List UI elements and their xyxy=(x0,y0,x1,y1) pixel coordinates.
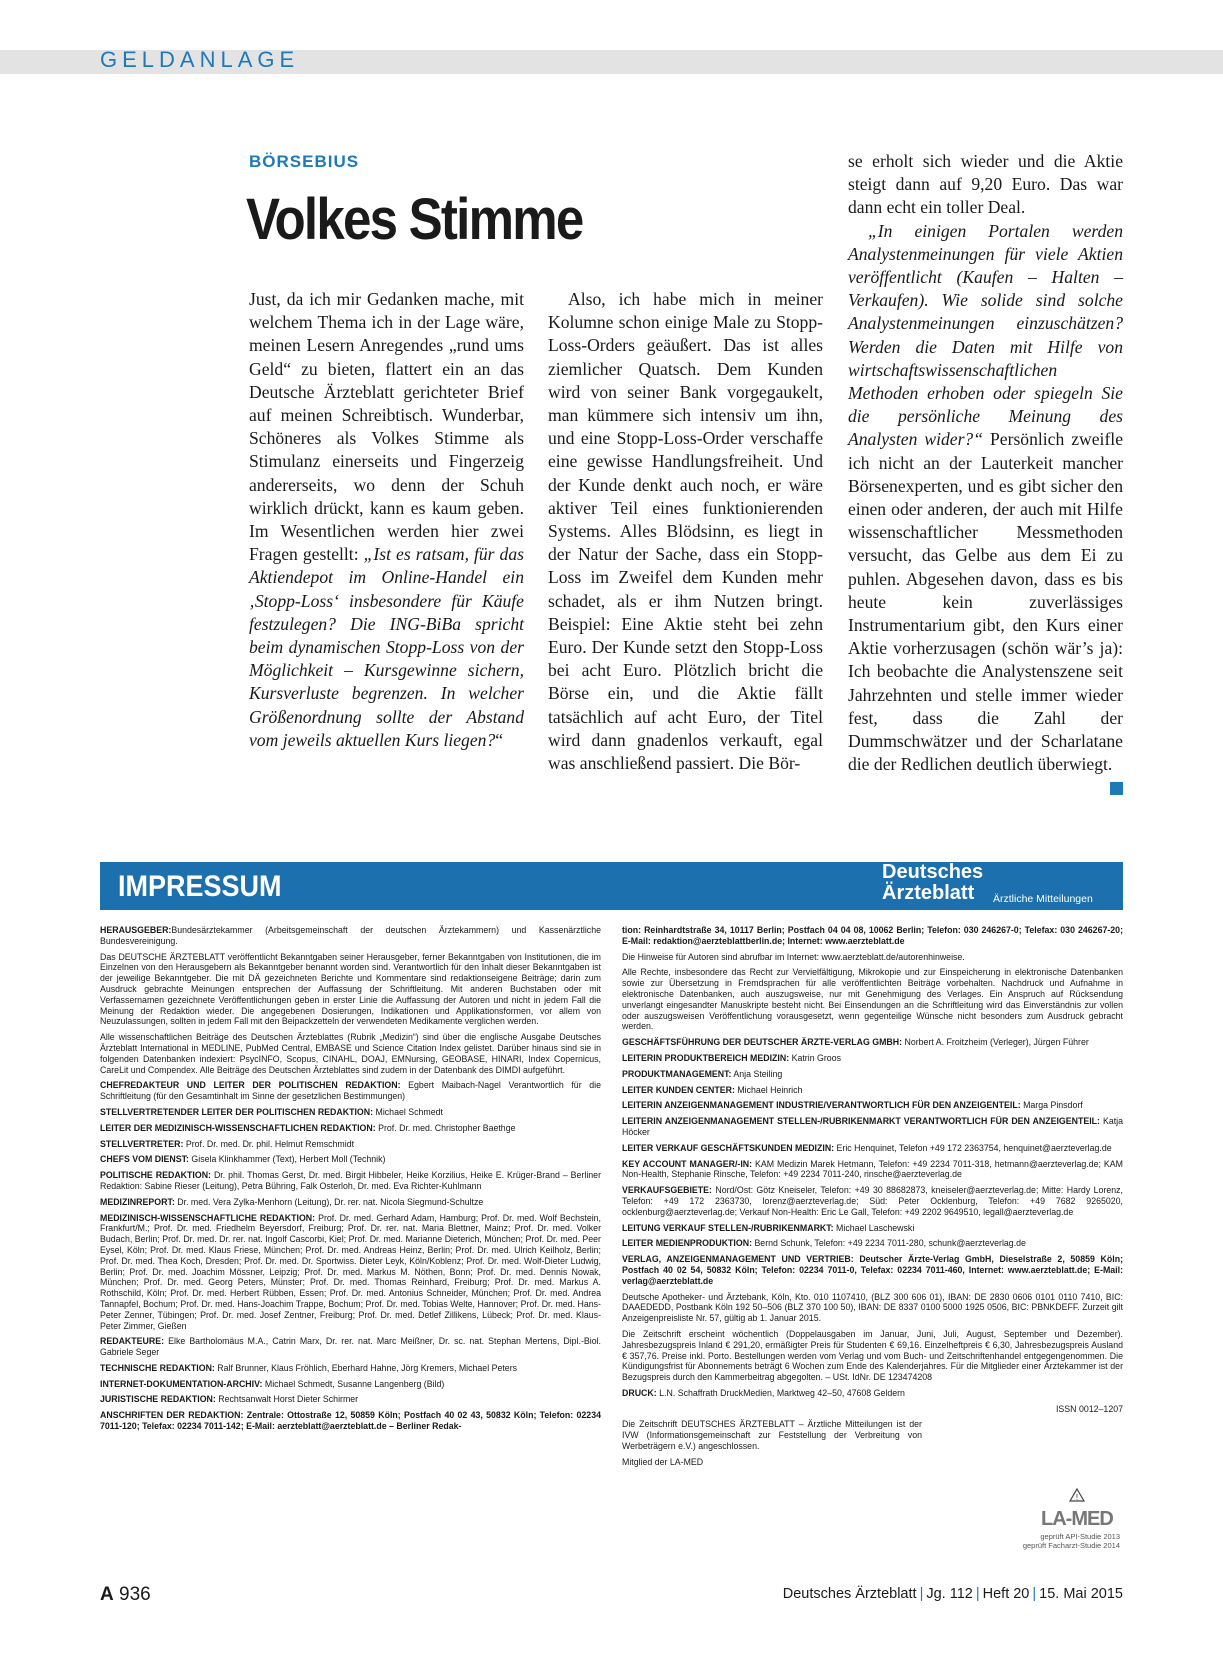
impressum-entry-text: Michael Heinrich xyxy=(734,1084,803,1095)
la-med-logo-text: LA-MED xyxy=(1041,1508,1113,1530)
impressum-entry xyxy=(100,1080,601,1102)
impressum-entry xyxy=(622,1100,1123,1111)
impressum-entry-label: MEDIZINREPORT: xyxy=(100,1196,175,1207)
impressum-entry-label: VERKAUFSGEBIETE: xyxy=(622,1185,712,1196)
impressum-entry xyxy=(100,1379,601,1390)
impressum-entry xyxy=(622,1238,1123,1249)
col3-quote: „In einigen Portalen werden Analystenmeinungen für viele Aktien veröffentlicht (Kaufen – Halten – Verkaufen). Wie solide sind solche Analystenmeinungen einzuschätzen? Werden die Daten mit Hilfe von wirtschaftswissenschaftlichen Methoden erhoben oder spiegeln Sie die persönliche Meinung des Analysten wider?“ xyxy=(848,220,1123,450)
impressum-entry-text: Eric Henquinet, Telefon +49 172 2363754, henquinet@aerzteverlag.de xyxy=(834,1142,1112,1153)
la-med-sub-2: geprüft Facharzt-Studie 2014 xyxy=(1022,1541,1120,1550)
impressum-entry-text: Dr. med. Vera Zylka-Menhorn (Leitung), Dr. rer. nat. Nicola Siegmund-Schultze xyxy=(174,1196,484,1207)
impressum-entry-label: STELLVERTRETER: xyxy=(100,1138,184,1149)
impressum-entry xyxy=(622,1037,1123,1048)
col3-text-2: Persönlich zweifle ich nicht an der Lauterkeit mancher Börsenexperten, und es gibt sicher den einen oder anderen, der auch mit Hilfe wissenschaftlicher Messmethoden versucht, das Gelbe aus dem Ei zu puhlen. Abgesehen davon, dass es bis heute kein zuverlässiges Instrumentarium gibt, den Kurs einer Aktie vorherzusagen (schön wär’s ja): Ich beobachte die Analystenszene seit Jahrzehnten und stelle immer wieder fest, dass die Zahl der Dummschwätzer und der Scharlatane die der Redlichen deutlich überwiegt. xyxy=(848,429,1124,775)
impressum-entry-text: Das DEUTSCHE ÄRZTEBLATT veröffentlicht Bekanntgaben seiner Herausgeber, ferner Bekanntgaben von Institutionen, die im Einzelnen von den Herausgebern als Bekanntgeber benannt worden sind. Verantwortlich für den Inhalt dieser Bekanntgaben ist der jeweilige Bekanntgeber. Die mit DÄ gezeichneten Berichte und Kommentare sind redaktionseigene Beiträge; darin zum Ausdruck gebrachte Meinungen entsprechen der Auffassung der Schriftleitung. Mit anderen Buchstaben oder mit Verfassernamen gezeichnete Veröffentlichungen geben in erster Linie die Auffassung der Autoren und nicht in jedem Fall die Meinung der Redaktion wieder. Die angegebenen Dosierungen, Indikationen und Applikationsformen, vor allem von Neuzulassungen, sollten in jedem Fall mit den Beipackzetteln der verwendeten Medikamente verglichen werden. xyxy=(100,951,601,1027)
impressum-entry-text: Deutsche Apotheker- und Ärztebank, Köln, Kto. 010 1107410, (BLZ 300 606 01), IBAN: DE 2830 0606 0101 0110 7410, BIC: DAAEDEDD, Postbank Köln 192 50–506 (BLZ 370 100 50), IBAN: DE 8337 0100 5000 1925 0506, BIC: PBNKDEFF. Zurzeit gilt Anzeigenpreisliste Nr. 57, gültig ab 1. Januar 2015. xyxy=(622,1291,1123,1324)
impressum-entry-text: Ralf Brunner, Klaus Fröhlich, Eberhard Hahne, Jörg Kremers, Michael Peters xyxy=(214,1362,518,1373)
impressum-entry xyxy=(100,1363,601,1374)
article-column-1 xyxy=(249,288,524,752)
impressum-entry-text: Die Hinweise für Autoren sind abrufbar im Internet: www.aerzteblatt.de/autorenhinweise. xyxy=(622,951,965,962)
impressum-entry xyxy=(100,1107,601,1118)
footer-citation: Deutsches Ärzteblatt | Jg. 112 | Heft 20 | 15. Mai 2015 xyxy=(782,1586,1123,1602)
col1-quote: „Ist es ratsam, für das Aktiendepot im Online-Handel ein ‚Stopp-Loss‘ insbesondere für Käufe festzulegen? Die ING-BiBa spricht beim dynamischen Stopp-Loss von der Möglichkeit – Kursgewinne sichern, Kursverluste begrenzen. In welcher Größenordnung sollte der Abstand vom jeweils aktuellen Kurs liegen? xyxy=(249,544,524,750)
impressum-entry-label: TECHNISCHE REDAKTION: xyxy=(100,1362,215,1373)
footer-date: 15. Mai 2015 xyxy=(1039,1586,1123,1602)
impressum-entry-label: JURISTISCHE REDAKTION: xyxy=(100,1394,216,1405)
impressum-entry xyxy=(622,925,1123,947)
impressum-entry-text: Egbert Maibach-Nagel Verantwortlich für die Schriftleitung (für den Gesamtinhalt im Sinne der gesetzlichen Bestimmungen) xyxy=(100,1080,601,1102)
impressum-entry-label: POLITISCHE REDAKTION: xyxy=(100,1170,211,1181)
footer-volume: Jg. 112 xyxy=(926,1586,973,1602)
impressum-entry xyxy=(622,1116,1123,1138)
end-square-icon xyxy=(1110,782,1123,795)
impressum-entry-label: KEY ACCOUNT MANAGER/-IN: xyxy=(622,1158,753,1169)
article-title: Volkes Stimme xyxy=(246,187,583,252)
impressum-entry-text: Katja Höcker xyxy=(622,1116,1123,1137)
impressum-entry xyxy=(100,1123,601,1134)
impressum-entry-text: Prof. Dr. med. Christopher Baethge xyxy=(375,1122,516,1133)
impressum-entry-text: Die Zeitschrift erscheint wöchentlich (Doppelausgaben im Januar, Juni, Juli, August, September und Dezember). Jahresbezugspreis Inland € 291,20, ermäßigter Preis für Studenten € 69,16. Einzelheftpreis € 6,30, Jahresbezugspreis Ausland € 357,76. Preise inkl. Porto. Bestellungen werden vom Verlag und vom Buch- und Zeitschriftenhandel entgegengenommen. Die Kündigungsfrist für Abonnements beträgt 6 Wochen zum Ende des Kalenderjahres. Für die Mitglieder einer Ärztekammer ist der Bezugspreis durch den Kammerbeitrag abgegolten. – USt. IdNr. DE 123474208 xyxy=(622,1328,1123,1383)
impressum-entry-text: Bundesärztekammer (Arbeitsgemeinschaft der deutschen Ärztekammern) und Kassenärztliche Bundesvereinigung. xyxy=(100,925,601,946)
impressum-entry-label: ANSCHRIFTEN DER REDAKTION: Zentrale: Ottostraße 12, 50859 Köln; Postfach 40 02 43, 50832 Köln; Telefon: 02234 7011-120; Telefax: 02234 7011-142; E-Mail: aerzteblatt@aerzteblatt.de – Berliner Redak- xyxy=(100,1410,601,1432)
impressum-entry xyxy=(100,1154,601,1165)
journal-logo-line-1: Deutsches xyxy=(882,861,984,883)
impressum-entry-text: Alle wissenschaftlichen Beiträge des Deutschen Ärzteblattes (Rubrik „Medizin“) sind über die englische Ausgabe Deutsches Ärzteblatt International in MEDLINE, PubMed Central, EMBASE und Science Citation Index gelistet. Darüber hinaus sind sie in folgenden Datenbanken indexiert: PsycINFO, Scopus, CINAHL, DOAJ, EMNursing, GEOBASE, HINARI, Index Copernicus, CareLit und Compendex. Alle Beiträge des Deutschen Ärzteblattes sind zudem in der Datenbank des DIMDI aufgeführt. xyxy=(100,1032,601,1075)
impressum-entry-text: KAM Medizin Marek Hetmann, Telefon: +49 2234 7011-318, hetmann@aerzteverlag.de; KAM Non-Health, Stephanie Rinsche, Telefon: +49 2234 7011-240, rinsche@aerzteverlag.de xyxy=(622,1158,1123,1180)
impressum-entry-label: LEITER DER MEDIZINISCH-WISSENSCHAFTLICHEN REDAKTION: xyxy=(100,1122,376,1133)
impressum-entry xyxy=(100,1410,601,1432)
footer-journal: Deutsches Ärzteblatt xyxy=(782,1586,917,1602)
page-number xyxy=(100,1584,151,1606)
impressum-entry-text: Nord/Ost: Götz Kneiseler, Telefon: +49 30 88682873, kneiseler@aerzteverlag.de; Mitte: Hardy Lorenz, Telefon: +49 172 2363730, lorenz@aerzteverlag.de; Süd: Peter Ocklenburg, Telefon: +49 7682 9265020, ocklenburg@aerzteverlag.de; Verkauf Non-Health: Eric Le Gall, Telefon: +49 2202 9649510, legall@aerzteverlag.de xyxy=(622,1185,1123,1217)
impressum-entry-label: tion: Reinhardtstraße 34, 10117 Berlin; Postfach 04 04 08, 10062 Berlin; Telefon: 030 246267-0; Telefax: 030 246267-20; E-Mail: redaktion@aerzteblattberlin.de; Internet: www.aerzteblatt.de xyxy=(622,925,1123,946)
impressum-entry xyxy=(100,925,601,947)
impressum-entry-label: MEDIZINISCH-WISSENSCHAFTLICHE REDAKTION: xyxy=(100,1212,316,1223)
impressum-entry-text: Michael Laschewski xyxy=(833,1222,915,1233)
impressum-entry xyxy=(622,1185,1123,1217)
lamed-member: Mitglied der LA-MED xyxy=(622,1456,704,1467)
impressum-entry-label: GESCHÄFTSFÜHRUNG DER DEUTSCHER ÄRZTE-VERLAG GMBH: xyxy=(622,1037,903,1048)
impressum-entry-label: CHEFS VOM DIENST: xyxy=(100,1154,189,1165)
impressum-entry-label: LEITERIN ANZEIGENMANAGEMENT STELLEN-/RUBRIKENMARKT VERANTWORTLICH FÜR DEN ANZEIGENTEIL: xyxy=(622,1116,1100,1127)
la-med-sub-1: geprüft API-Studie 2013 xyxy=(1040,1532,1120,1541)
page-number-value: 936 xyxy=(119,1584,151,1605)
impressum-right-items xyxy=(622,925,1123,1399)
impressum-entry xyxy=(622,967,1123,1032)
impressum-entry-text: L.N. Schaffrath DruckMedien, Marktweg 42–50, 47608 Geldern xyxy=(656,1387,905,1398)
impressum-entry xyxy=(100,1394,601,1405)
impressum-entry-label: REDAKTEURE: xyxy=(100,1336,165,1347)
impressum-entry-label: LEITER MEDIENPRODUKTION: xyxy=(622,1238,752,1249)
impressum-entry xyxy=(622,1329,1123,1383)
impressum-right-column xyxy=(622,925,1123,1473)
col3-text-1: se erholt sich wieder und die Aktie steigt dann auf 9,20 Euro. Das war dann echt ein toller Deal. xyxy=(848,151,1123,218)
article-column-3 xyxy=(848,150,1123,795)
impressum-entry-text: Bernd Schunk, Telefon: +49 2234 7011-280, schunk@aerzteverlag.de xyxy=(752,1238,1026,1249)
impressum-entry xyxy=(622,1292,1123,1324)
footer-issue: Heft 20 xyxy=(982,1586,1030,1602)
impressum-entry-label: LEITER KUNDEN CENTER: xyxy=(622,1084,735,1095)
impressum-entry-text: Elke Bartholomäus M.A., Catrin Marx, Dr. rer. nat. Marc Meißner, Dr. sc. nat. Stephan Mertens, Dipl.-Biol. Gabriele Seger xyxy=(100,1336,601,1358)
page-prefix: A xyxy=(100,1584,114,1605)
col2-text: Also, ich habe mich in meiner Kolumne schon einige Male zu Stopp-Loss-Orders geäußert. Das ist alles ziemlicher Quatsch. Dem Kunden wird von seiner Bank vorgegaukelt, man kümmere sich intensiv um ihn, und eine Stopp-Loss-Order verschaffe eine gewisse Handlungsfreiheit. Und der Kunde denkt auch noch, er wäre aktiver Teil eines funktionierenden Systems. Alles Blödsinn, es liegt in der Natur der Sache, dass ein Stopp-Loss im Zweifel dem Kunden mehr schadet, als er ihm Nutzen bringt. Beispiel: Eine Aktie steht bei zehn Euro. Der Kunde setzt den Stopp-Loss bei acht Euro. Plötzlich bricht die Börse ein, und die Aktie fällt tatsächlich auf acht Euro, der Titel wird dann gnadenlos verkauft, egal was anschließend passiert. Die Bör- xyxy=(548,289,823,774)
impressum-entry xyxy=(622,1254,1123,1286)
impressum-entry-text: Gisela Klinkhammer (Text), Herbert Moll (Technik) xyxy=(188,1154,386,1165)
ivw-text: Die Zeitschrift DEUTSCHES ÄRZTEBLATT – Ärztliche Mitteilungen ist der IVW (Informationsgemeinschaft zur Feststellung der Verbreitung von Werbeträgern e.V.) angeschlossen. xyxy=(622,1419,922,1452)
impressum-entry-text: Marga Pinsdorf xyxy=(1020,1100,1083,1111)
col1-text: Just, da ich mir Gedanken mache, mit welchem Thema ich in der Lage wäre, meinen Lesern Anregendes „rund ums Geld“ zu bieten, flattert ein an das Deutsche Ärzteblatt gerichteter Brief auf meinen Schreibtisch. Wunderbar, Schöneres als Volkes Stimme als Stimulanz einerseits und Fingerzeig andererseits, wo denn der Schuh wirklich drückt, kann es kaum geben. Im Wesentlichen werden hier zwei Fragen gestellt: xyxy=(249,289,524,565)
impressum-entry xyxy=(100,1139,601,1150)
impressum-entry xyxy=(622,1159,1123,1181)
impressum-entry-text: Norbert A. Froitzheim (Verleger), Jürgen Führer xyxy=(902,1037,1089,1048)
article-kicker: BÖRSEBIUS xyxy=(249,152,360,171)
col1-quote-end: “ xyxy=(495,729,504,750)
impressum-entry-label: LEITERIN ANZEIGENMANAGEMENT INDUSTRIE/VERANTWORTLICH FÜR DEN ANZEIGENTEIL: xyxy=(622,1100,1021,1111)
impressum-entry-text: Anja Steiling xyxy=(731,1068,783,1079)
impressum-entry-text: Dr. phil. Thomas Gerst, Dr. med. Birgit Hibbeler, Heike Korzilius, Heike E. Krüger-Brand – Berliner Redaktion: Sabine Rieser (Leitung), Petra Bühring, Falk Osterloh, Dr. med. Eva Richter-Kuhlmann xyxy=(100,1170,601,1191)
impressum-entry-label: STELLVERTRETENDER LEITER DER POLITISCHEN REDAKTION: xyxy=(100,1106,374,1117)
impressum-entry-label: DRUCK: xyxy=(622,1387,657,1398)
issn: ISSN 0012–1207 xyxy=(1055,1403,1123,1414)
impressum-entry-text: Rechtsanwalt Horst Dieter Schirmer xyxy=(215,1394,359,1405)
impressum-left-column xyxy=(100,925,601,1437)
impressum-entry xyxy=(100,1032,601,1075)
impressum-entry-text: Katrin Groos xyxy=(789,1052,841,1063)
journal-logo-line-2: Ärzteblatt xyxy=(882,882,975,904)
impressum-title: IMPRESSUM xyxy=(118,870,282,903)
impressum-entry xyxy=(100,1170,601,1192)
article-column-2 xyxy=(548,288,823,775)
impressum-entry-text: Prof. Dr. med. Dr. phil. Helmut Remschmidt xyxy=(183,1138,355,1149)
impressum-entry xyxy=(100,1336,601,1358)
impressum-entry-label: VERLAG, ANZEIGENMANAGEMENT UND VERTRIEB: Deutscher Ärzte-Verlag GmbH, Dieselstraße 2, 50859 Köln; Postfach 40 02 54, 50832 Köln; Telefon: 02234 7011-0, Telefax: 02234 7011-460, Internet: www.aerzteblatt.de; E-Mail: verlag@aerzteblatt.de xyxy=(622,1254,1123,1286)
impressum-entry xyxy=(622,1388,1123,1399)
impressum-entry xyxy=(622,1085,1123,1096)
impressum-entry xyxy=(622,1223,1123,1234)
impressum-entry xyxy=(100,952,601,1028)
impressum-entry xyxy=(100,1197,601,1208)
svg-text:!: ! xyxy=(1075,1493,1079,1502)
impressum-entry-text: Prof. Dr. med. Gerhard Adam, Hamburg; Prof. Dr. med. Wolf Bechstein, Frankfurt/M.; Prof. Dr. med. Friedhelm Beyersdorf, Freiburg; Prof. Dr. rer. nat. Maria Blettner, Mainz; Prof. Dr. med. Volker Budach, Berlin; Prof. Dr. med. Dr. rer. nat. Ingolf Cascorbi, Kiel; Prof. Dr. med. Marianne Dieterich, München; Prof. Dr. med. Peer Eysel, Köln; Prof. Dr. med. Klaus Friese, München; Prof. Dr. med. Andreas Heinz, Berlin; Prof. Dr. med. Ulrich Keilholz, Berlin; Prof. Dr. med. Thea Koch, Dresden; Prof. Dr. med. Dr. Sportwiss. Dieter Leyk, Köln/Koblenz; Prof. Dr. med. Wolf-Dieter Ludwig, Berlin; Prof. Dr. med. Joachim Mössner, Leipzig; Prof. Dr. med. Markus M. Nöthen, Bonn; Prof. Dr. med. Dennis Nowak, München; Prof. Dr. med. Georg Peters, Münster; Prof. Dr. med. Thomas Reinhard, Freiburg; Prof. Dr. med. Markus A. Rothschild, Köln; Prof. Dr. med. Herbert Rübben, Essen; Prof. Dr. med. Antonius Schneider, München; Prof. Dr. med. Andrea Tannapfel, Bochum; Prof. Dr. med. Hans-Joachim Trappe, Bochum; Prof. Dr. med. Tobias Welte, Hannover; Prof. Dr. med. Hans-Peter Zenner, Tübingen; Prof. Dr. med. Josef Zentner, Freiburg; Prof. Dr. med. Detlef Zillikens, Lübeck; Prof. Dr. med. Klaus-Peter Zimmer, Gießen xyxy=(100,1212,602,1331)
impressum-entry-label: CHEFREDAKTEUR UND LEITER DER POLITISCHEN REDAKTION: xyxy=(100,1080,401,1091)
impressum-entry-label: LEITER VERKAUF GESCHÄFTSKUNDEN MEDIZIN: xyxy=(622,1142,835,1153)
impressum-entry-label: HERAUSGEBER: xyxy=(100,925,172,935)
impressum-entry xyxy=(100,1213,601,1332)
impressum-entry-label: PRODUKTMANAGEMENT: xyxy=(622,1068,732,1079)
impressum-entry-label: LEITERIN PRODUKTBEREICH MEDIZIN: xyxy=(622,1052,790,1063)
impressum-entry-label: INTERNET-DOKUMENTATION-ARCHIV: xyxy=(100,1378,263,1389)
impressum-entry-text: Michael Schmedt, Susanne Langenberg (Bild) xyxy=(262,1378,445,1389)
section-label: GELDANLAGE xyxy=(100,47,300,72)
impressum-entry-label: LEITUNG VERKAUF STELLEN-/RUBRIKENMARKT: xyxy=(622,1222,834,1233)
journal-logo-subtitle: Ärztliche Mitteilungen xyxy=(993,893,1093,905)
impressum-entry xyxy=(622,1069,1123,1080)
impressum-entry-text: Alle Rechte, insbesondere das Recht zur Vervielfältigung, Mikrokopie und zur Einspeicherung in elektronische Datenbanken sowie zur Übersetzung in Fremdsprachen für alle veröffentlichten Beiträge vorbehalten. Nachdruck und Aufnahme in elektronische Datenbanken, auch auszugsweise, nur mit Genehmigung des Verlages. Ein Anspruch auf Rücksendung unverlangt eingesandter Manuskripte besteht nicht. Bei Einsendungen an die Schriftleitung wird das Einverständnis zur vollen oder auszugsweisen Veröffentlichung vorausgesetzt, wenn gegenteilige Wünsche nicht besonders zum Ausdruck gebracht werden. xyxy=(622,967,1123,1032)
impressum-entry xyxy=(622,952,1123,963)
impressum-entry xyxy=(622,1143,1123,1154)
impressum-entry-text: Michael Schmedt xyxy=(373,1106,443,1117)
impressum-entry xyxy=(622,1053,1123,1064)
